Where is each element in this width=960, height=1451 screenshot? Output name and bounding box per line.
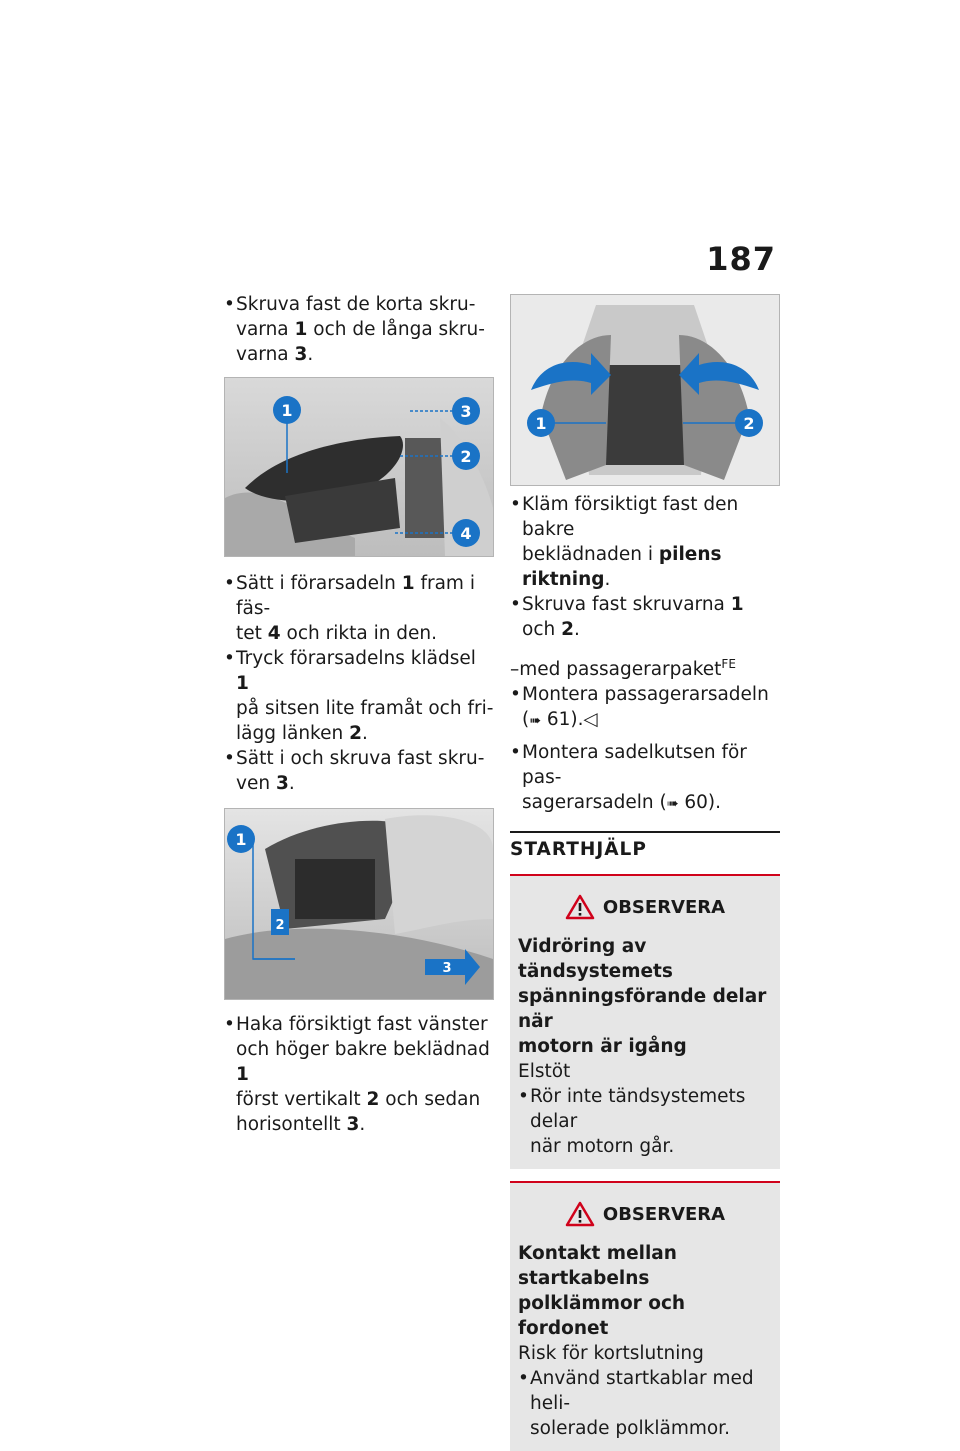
rear-panel-figure — [224, 808, 494, 1000]
svg-text:3: 3 — [460, 402, 472, 421]
svg-text:2: 2 — [743, 414, 755, 433]
callout-1 — [273, 396, 301, 424]
notice-box — [510, 1181, 780, 1451]
seat-illustration — [225, 378, 493, 556]
notice-cause: Risk för kortslutning — [518, 1343, 704, 1365]
rear-panel-illustration — [225, 809, 493, 999]
section-heading: STARTHJÄLP — [510, 831, 780, 862]
svg-text:4: 4 — [460, 524, 472, 543]
bullet-icon: • — [224, 573, 235, 594]
step-list-item: • Skruva fast de korta skru- varna 1 och de långa skru- varna 3. — [224, 294, 485, 365]
right-column — [510, 294, 780, 1451]
warning-triangle-icon — [565, 1201, 595, 1227]
step-list-item: • Sätt i och skruva fast skru- ven 3. — [224, 748, 485, 794]
step-list-item: • Montera sadelkutsen för pas- sagerarsadeln (➠ 60). — [510, 742, 747, 814]
svg-text:1: 1 — [535, 414, 547, 433]
callout-1 — [527, 409, 555, 437]
bullet-icon: • — [224, 748, 235, 769]
notice-cause: Elstöt — [518, 1061, 571, 1083]
seat-mounting-figure — [224, 377, 494, 557]
rear-cover-illustration — [511, 295, 779, 485]
bullet-icon: • — [224, 294, 235, 315]
bullet-icon: • — [518, 1086, 529, 1108]
end-marker-icon: ◁ — [583, 709, 598, 731]
option-line: –med passagerarpaket$^{FE}$ — [510, 657, 736, 681]
step-list-item: • Tryck förarsadelns klädsel 1 på sitsen lite framåt och fri- lägg länken 2. — [224, 648, 494, 744]
notice-label: OBSERVERA — [602, 896, 726, 918]
svg-text:1: 1 — [235, 830, 247, 849]
left-column — [224, 292, 494, 1137]
reference-arrow-icon: ➠ — [666, 796, 679, 813]
page-reference-link[interactable]: 61). — [546, 709, 584, 731]
callout-1 — [227, 825, 255, 853]
callout-4 — [452, 519, 480, 547]
rear-cover-figure — [510, 294, 780, 486]
notice-action: • Rör inte tändsystemets delar när motorn går. — [518, 1086, 746, 1158]
bullet-icon: • — [518, 1368, 529, 1390]
bullet-icon: • — [510, 594, 521, 615]
step-list-item: • Kläm försiktigt fast den bakre beklädnaden i pilens riktning. — [510, 494, 739, 590]
bullet-icon: • — [510, 742, 521, 764]
callout-2 — [452, 442, 480, 470]
svg-text:1: 1 — [281, 401, 293, 420]
step-list-item: • Skruva fast skruvarna 1 och 2. — [510, 594, 744, 640]
warning-triangle-icon — [565, 894, 595, 920]
reference-arrow-icon: ➠ — [529, 713, 541, 730]
step-list-item: • Sätt i förarsadeln 1 fram i fäs- tet 4 och rikta in den. — [224, 573, 475, 644]
callout-3: 3 — [442, 961, 452, 976]
step-list-item: • Montera passagerarsadeln (➠ 61).◁ — [510, 684, 769, 731]
svg-text:2: 2 — [460, 447, 472, 466]
callout-2: 2 — [275, 918, 285, 933]
notice-box — [510, 874, 780, 1169]
bullet-icon: • — [510, 494, 521, 515]
callout-3 — [452, 397, 480, 425]
bullet-icon: • — [510, 684, 521, 706]
bullet-icon: • — [224, 648, 235, 669]
page-number: 187 — [706, 240, 776, 278]
notice-action: • Använd startkablar med heli- solerade polklämmor. — [518, 1368, 754, 1440]
page-reference-link[interactable]: 60). — [684, 792, 721, 814]
notice-title: Vidröring av tändsystemets spänningsförande delar när motorn är igång — [518, 936, 767, 1058]
step-list-item: • Haka försiktigt fast vänster och höger bakre beklädnad 1 först vertikalt 2 och sedan horisontellt 3. — [224, 1014, 490, 1135]
callout-2 — [735, 409, 763, 437]
notice-header — [518, 1201, 772, 1227]
notice-header — [518, 894, 772, 920]
notice-title: Kontakt mellan startkabelns polklämmor och fordonet — [518, 1243, 686, 1340]
bullet-icon: • — [224, 1014, 235, 1035]
notice-label: OBSERVERA — [602, 1203, 726, 1225]
